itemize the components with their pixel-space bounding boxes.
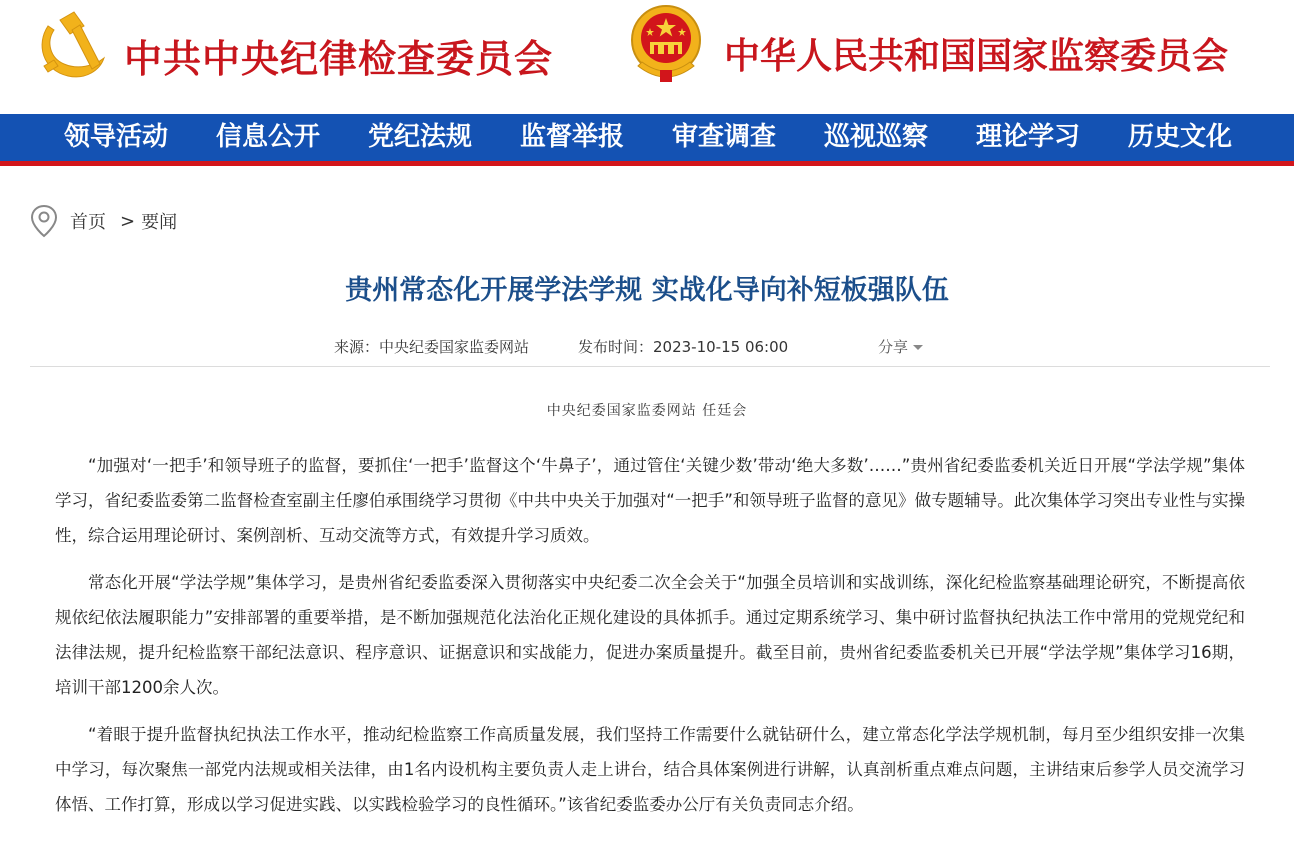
nav-item-information[interactable]: 信息公开	[216, 122, 321, 152]
site-title-right: 中华人民共和国国家监察委员会	[724, 35, 1229, 77]
chevron-down-icon	[913, 345, 923, 350]
share-label: 分享	[878, 338, 909, 356]
nav-item-inspection[interactable]: 巡视巡察	[824, 122, 929, 152]
nav-item-regulations[interactable]: 党纪法规	[368, 122, 473, 152]
article-paragraph: 常态化开展“学法学规”集体学习，是贵州省纪委监委深入贯彻落实中央纪委二次全会关于“加强全员培训和实战训练，深化纪检监察基础理论研究，不断提高依规依纪依法履职能力”安排部署的重要举措，是不断加强规范化法治化正规化建设的具体抓手。通过定期系统学习、集中研讨监督执纪执法工作中常用的党规党纪和法律法规，提升纪检监察干部纪法意识、程序意识、证据意识和实战能力，促进办案质量提升。截至目前，贵州省纪委监委机关已开展“学法学规”集体学习16期，培训干部1200余人次。	[55, 573, 1245, 697]
article-source: 来源：中央纪委国家监委网站	[334, 338, 530, 356]
divider	[30, 366, 1270, 367]
nav-item-theory[interactable]: 理论学习	[976, 122, 1081, 152]
national-emblem-icon	[626, 4, 706, 86]
article-publish-time: 发布时间：2023-10-15 06:00	[578, 338, 789, 356]
article-title: 贵州常态化开展学法学规 实战化导向补短板强队伍	[345, 275, 949, 306]
breadcrumb	[30, 204, 177, 238]
nav-item-leadership[interactable]: 领导活动	[64, 122, 169, 152]
breadcrumb-home[interactable]: 首页	[70, 212, 106, 233]
main-nav	[0, 114, 1294, 166]
article-byline: 中央纪委国家监委网站 任廷会	[546, 403, 748, 419]
masthead	[0, 0, 1294, 114]
nav-item-history[interactable]: 历史文化	[1128, 122, 1233, 152]
breadcrumb-separator: >	[120, 210, 136, 232]
article-body	[55, 448, 1245, 834]
nav-item-supervision[interactable]: 监督举报	[520, 122, 625, 152]
article-paragraph: “加强对‘一把手’和领导班子的监督，要抓住‘一把手’监督这个‘牛鼻子’，通过管住‘关键少数’带动‘绝大多数’……”贵州省纪委监委机关近日开展“学法学规”集体学习，省纪委监委第二监督检查室副主任廖伯承围绕学习贯彻《中共中央关于加强对“一把手”和领导班子监督的意见》做专题辅导。此次集体学习突出专业性与实操性，综合运用理论研讨、案例剖析、互动交流等方式，有效提升学习质效。	[55, 456, 1245, 545]
share-button[interactable]	[878, 336, 923, 358]
breadcrumb-current[interactable]: 要闻	[141, 212, 178, 233]
site-title-left: 中共中央纪律检查委员会	[124, 36, 554, 81]
party-emblem-icon	[34, 8, 108, 82]
location-pin-icon	[30, 204, 58, 238]
article-paragraph: “着眼于提升监督执纪执法工作水平，推动纪检监察工作高质量发展，我们坚持工作需要什么就钻研什么，建立常态化学法学规机制，每月至少组织安排一次集中学习，每次聚焦一部党内法规或相关法律，由1名内设机构主要负责人走上讲台，结合具体案例进行讲解，认真剖析重点难点问题，主讲结束后参学人员交流学习体悟、工作打算，形成以学习促进实践、以实践检验学习的良性循环。”该省纪委监委办公厅有关负责同志介绍。	[55, 725, 1245, 814]
nav-menu	[0, 114, 1294, 161]
nav-item-investigation[interactable]: 审查调查	[672, 122, 777, 152]
